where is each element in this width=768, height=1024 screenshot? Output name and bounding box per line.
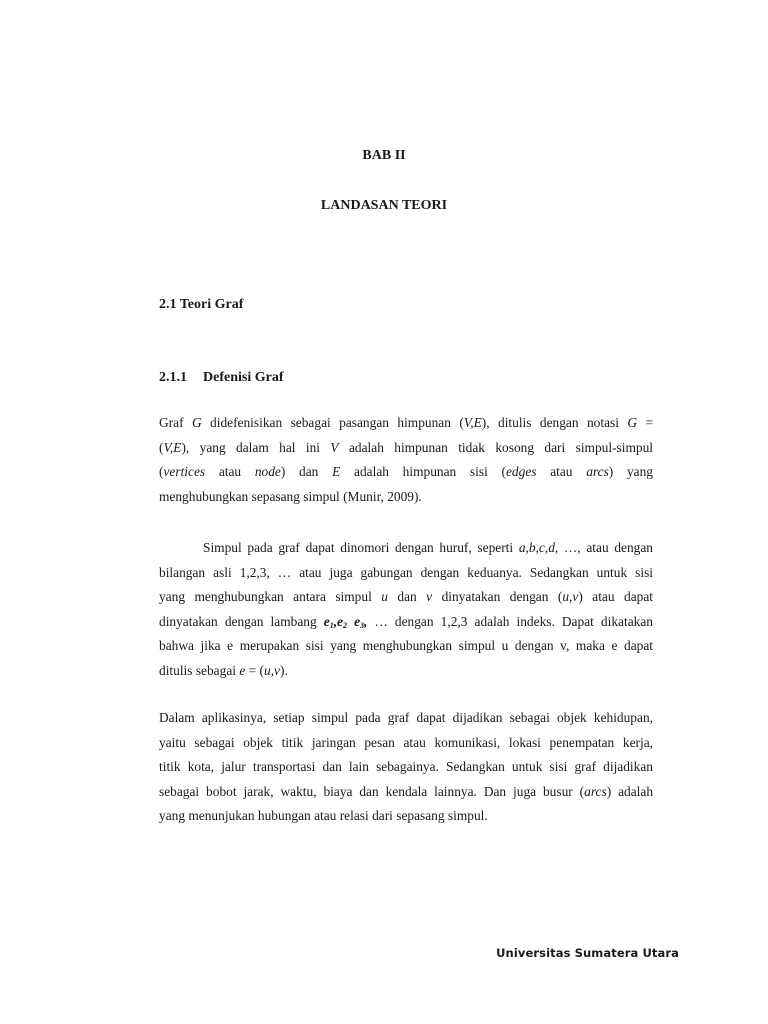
subsection-heading [159, 370, 283, 386]
text-line: Graf G didefenisikan sebagai pasangan himpunan (V,E), ditulis dengan notasi G = [159, 415, 653, 430]
text-line: Simpul pada graf dapat dinomori dengan huruf, seperti a,b,c,d, …, atau dengan [203, 540, 653, 555]
text-line: (V,E), yang dalam hal ini V adalah himpunan tidak kosong dari simpul-simpul [159, 439, 653, 455]
subsection-title: Defenisi Graf [203, 370, 284, 385]
paragraph-graph-applications [159, 706, 653, 829]
edge-symbol: $e_1,e_2$ $e_3$, [323, 613, 368, 630]
text-line: menghubungkan sepasang simpul (Munir, 2009). [159, 488, 422, 504]
text-line: bilangan asli 1,2,3, … atau juga gabungan dengan keduanya. Sedangkan untuk sisi [159, 564, 653, 580]
section-heading: 2.1 Teori Graf [159, 297, 244, 312]
text-line: dinyatakan dengan lambang $e_1,e_2$ $e_3$, … dengan 1,2,3 adalah indeks. Dapat dikatakan [159, 613, 653, 630]
text-line: yang menghubungkan antara simpul u dan v dinyatakan dengan (u,v) atau dapat [159, 589, 653, 604]
subsection-number: 2.1.1 [159, 370, 187, 385]
text-line: yang menunjukan hubungan atau relasi dari sepasang simpul. [159, 808, 488, 823]
text-line: yaitu sebagai objek titik jaringan pesan atau komunikasi, lokasi penempatan kerja, [159, 734, 653, 750]
paragraph-vertex-labeling [159, 536, 653, 683]
text-line: Dalam aplikasinya, setiap simpul pada graf dapat dijadikan sebagai objek kehidupan, [159, 710, 653, 725]
text-line: ditulis sebagai e = (u,v). [159, 662, 288, 678]
text-line: bahwa jika e merupakan sisi yang menghubungkan simpul u dengan v, maka e dapat [159, 638, 653, 653]
text-line: sebagai bobot jarak, waktu, biaya dan kendala lainnya. Dan juga busur (arcs) adalah [159, 783, 654, 799]
text-line: titik kota, jalur transportasi dan lain sebagainya. Sedangkan untuk sisi graf dijadikan [159, 759, 653, 774]
page-footer: Universitas Sumatera Utara [496, 946, 679, 960]
chapter-number: BAB II [362, 148, 406, 163]
text-line: (vertices atau node) dan E adalah himpunan sisi (edges atau arcs) yang [159, 464, 653, 479]
paragraph-graph-definition [159, 411, 653, 509]
chapter-title: LANDASAN TEORI [320, 198, 448, 213]
